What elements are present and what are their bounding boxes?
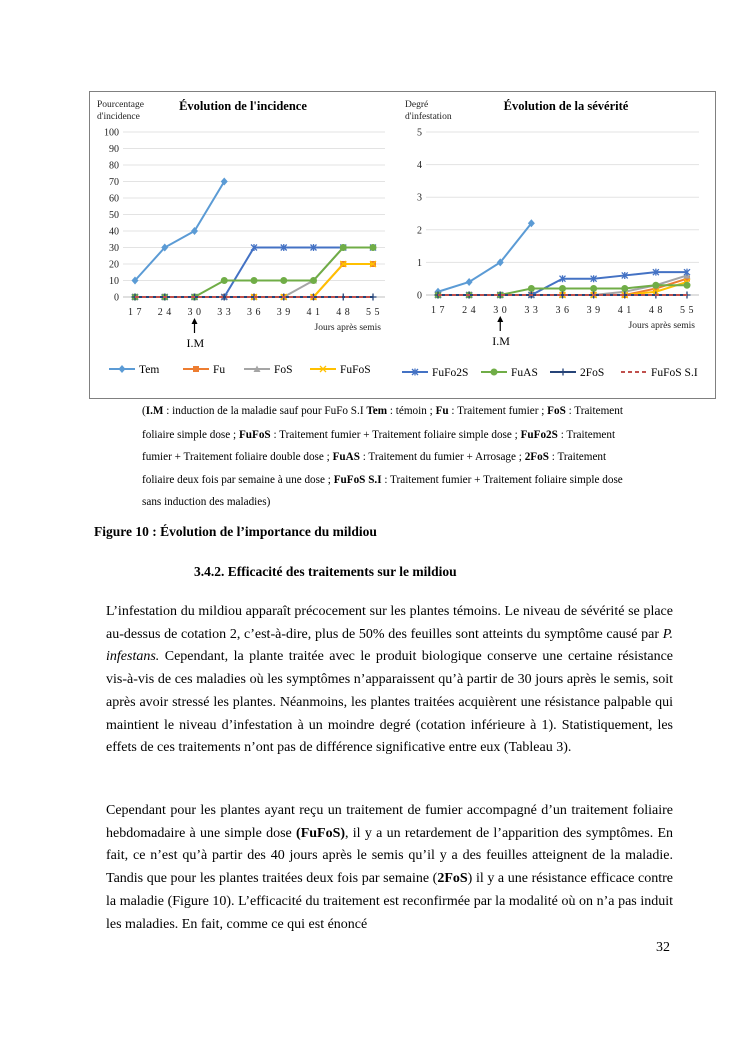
series-line: [135, 248, 373, 298]
legend-label: FuFoS S.I: [651, 367, 698, 379]
x-tick-label: 3 9: [276, 307, 291, 318]
caption-line-4: [142, 474, 623, 486]
text-run: Cependant, la plante traitée avec le produit biologique conserve une certaine résistance vis-à-vis de ces maladies où les symptômes n’apparaissent qu’à partir de 30 jours après le semis, soit après avoir stressé les plantes. Néanmoins, les plantes traitées acquièrent une résistance palpable qui maintient le niveau d’infestation à un moindre degré (cotation inférieure à 1). Statistiquement, les effets de ces traitements n’ont pas de différence significative entre eux (Tableau 3).: [106, 649, 673, 756]
y-tick-label: 80: [109, 160, 119, 172]
y-tick-label: 1: [417, 257, 422, 269]
text-run: sans induction des maladies): [142, 496, 271, 508]
figure-svg: [89, 91, 716, 399]
text-run: FuFoS S.I: [333, 474, 382, 486]
section-title: 3.4.2. Efficacité des traitements sur le mildiou: [194, 564, 457, 579]
x-tick-label: 4 8: [648, 305, 663, 316]
figure-title: Figure 10 : Évolution de l’importance du mildiou: [94, 524, 377, 539]
legend-item-tem: [109, 364, 159, 376]
legend-label: FuAS: [511, 367, 538, 379]
page-number: 32: [656, 940, 670, 955]
text-run: : Traitement: [557, 429, 616, 441]
figure-10: [89, 91, 716, 399]
y-tick-label: 20: [109, 259, 119, 271]
y-tick-label: 70: [109, 177, 119, 188]
y-tick-label: 10: [109, 276, 119, 287]
legend-swatch-marker: [119, 365, 126, 373]
y-tick-label: 2: [417, 225, 422, 237]
text-run: 2FoS: [524, 451, 549, 463]
chart-title: Évolution de l'incidence: [179, 99, 307, 113]
y-axis-label-line-2: d'infestation: [405, 112, 452, 122]
legend-item-fu: [183, 364, 225, 376]
x-tick-label: 1 7: [431, 305, 445, 316]
text-run: FuAS: [332, 451, 360, 463]
data-point: [559, 285, 566, 292]
x-tick-label: 3 6: [555, 305, 570, 316]
data-point: [652, 282, 659, 289]
x-tick-label: 3 6: [247, 307, 261, 318]
y-axis-label-line-1: Pourcentage: [97, 100, 144, 110]
legend-swatch-marker: [491, 369, 498, 376]
text-run: Fu: [435, 405, 449, 417]
x-tick-label: 4 1: [306, 307, 321, 318]
x-tick-label: 2 4: [462, 305, 477, 316]
severity-chart: [405, 99, 699, 348]
x-axis-label: Jours après semis: [314, 323, 381, 333]
y-tick-label: 30: [109, 243, 119, 254]
text-run: fumier + Traitement foliaire double dose ;: [142, 451, 333, 463]
text-run: : Traitement du fumier + Arrosage ;: [359, 451, 525, 463]
legend-item-fufos: [310, 364, 371, 376]
data-point: [466, 278, 473, 286]
y-tick-label: 5: [417, 127, 422, 139]
text-run: 2FoS: [437, 871, 468, 887]
y-tick-label: 100: [104, 127, 119, 139]
text-run: Cependant pour les plantes ayant reçu un traitement de fumier accompagné d’un traitement foliaire hebdomadaire à une simple dose: [106, 803, 673, 841]
y-tick-label: 3: [417, 192, 422, 204]
legend-label: Fu: [213, 364, 226, 376]
data-point: [370, 244, 377, 251]
text-run: FuFo2S: [520, 429, 558, 441]
legend-item-2fos: [550, 367, 604, 379]
y-tick-label: 40: [109, 226, 119, 238]
caption-line-3: [142, 451, 606, 463]
data-point: [340, 244, 347, 251]
text-run: (FuFoS): [296, 825, 346, 841]
legend-item-fufo2s: [402, 367, 468, 379]
y-tick-label: 4: [417, 160, 422, 172]
x-tick-label: 5 5: [680, 305, 694, 316]
paragraph-1: [106, 601, 673, 760]
data-point: [310, 277, 317, 284]
data-point: [370, 294, 377, 301]
text-run: : Traitement: [565, 405, 623, 417]
series-fuas: [132, 244, 377, 301]
x-tick-label: 3 9: [586, 305, 601, 316]
legend-item-fufos-s-i: [621, 367, 698, 379]
legend-item-fuas: [481, 367, 538, 379]
text-run: (: [142, 405, 146, 417]
figure-border: [90, 92, 716, 399]
annotation-arrowhead: [192, 318, 198, 324]
y-tick-label: 60: [109, 193, 119, 205]
text-run: P. infestans.: [106, 626, 673, 665]
legend-label: FuFo2S: [432, 367, 469, 379]
legend-label: FoS: [274, 364, 293, 376]
incidence-chart: [97, 99, 385, 350]
x-tick-label: 5 5: [366, 307, 380, 318]
y-tick-label: 0: [114, 292, 119, 304]
legend-label: 2FoS: [580, 367, 605, 379]
caption-line-2: [142, 429, 615, 441]
legend-item-fos: [244, 364, 293, 376]
text-run: ) il y a une résistance efficace contre la maladie (Figure 10). L’efficacité du traitement est reconfirmée par la modalité où on n’a pas induit les maladies. En fait, comme ce qui est énoncé: [106, 871, 673, 932]
x-tick-label: 3 3: [524, 305, 539, 316]
legend-swatch-marker: [193, 366, 199, 372]
legend-label: Tem: [139, 364, 160, 376]
chart-title: Évolution de la sévérité: [503, 99, 629, 113]
x-tick-label: 3 0: [187, 307, 202, 318]
paragraph-2: [106, 800, 673, 936]
text-run: Tem: [366, 405, 388, 417]
data-point: [251, 277, 258, 284]
x-tick-label: 2 4: [157, 307, 172, 318]
text-run: FoS: [547, 405, 566, 417]
data-point: [221, 277, 228, 284]
legend-swatch-marker: [560, 369, 567, 376]
text-run: : Traitement: [548, 451, 607, 463]
data-point: [590, 285, 597, 292]
incidence-legend: [109, 364, 371, 376]
y-tick-label: 50: [109, 210, 119, 221]
data-point: [528, 285, 535, 292]
x-axis-label: Jours après semis: [628, 321, 695, 331]
text-run: foliaire deux fois par semaine à une dose ;: [142, 474, 334, 486]
data-point: [684, 282, 691, 289]
text-run: I.M: [145, 405, 164, 417]
caption-line-1: [142, 405, 623, 417]
caption-line-5: [142, 496, 270, 508]
text-run: : induction de la maladie sauf pour FuFo S.I: [163, 405, 367, 417]
annotation-label: I.M: [186, 336, 205, 350]
annotation-arrowhead: [497, 316, 503, 322]
text-run: : Traitement fumier + Traitement foliaire simple dose: [381, 474, 623, 486]
x-tick-label: 4 1: [617, 305, 632, 316]
x-tick-label: 4 8: [336, 307, 351, 318]
text-run: : Traitement fumier ;: [448, 405, 548, 417]
data-point: [621, 285, 628, 292]
text-run: L’infestation du mildiou apparaît précocement sur les plantes témoins. Le niveau de sévérité se place au-dessus de cotation 2, c’est-à-dire, plus de 50% des feuilles sont atteints du symptôme causé par: [106, 604, 673, 642]
series-line: [438, 223, 531, 291]
x-tick-label: 1 7: [128, 307, 142, 318]
severity-legend: [402, 367, 698, 379]
legend-label: FuFoS: [340, 364, 371, 376]
y-tick-label: 90: [109, 144, 119, 155]
text-run: : témoin ;: [387, 405, 436, 417]
series-tem: [435, 219, 535, 295]
x-tick-label: 3 3: [217, 307, 232, 318]
y-axis-label-line-2: d'incidence: [97, 112, 140, 122]
annotation-label: I.M: [492, 334, 510, 348]
text-run: foliaire simple dose ;: [142, 429, 239, 441]
y-tick-label: 0: [417, 290, 422, 302]
x-tick-label: 3 0: [493, 305, 508, 316]
text-run: FuFoS: [238, 429, 271, 441]
data-point: [280, 277, 287, 284]
text-run: , il y a un retardement de l’apparition des symptômes. En fait, ce n’est qu’à partir des 40 jours après le semis qu’il y a des feuilles atteignent de la maladie. Tandis que pour les plantes traitées deux fois par semaine (: [106, 825, 674, 887]
text-run: : Traitement fumier + Traitement foliaire simple dose ;: [270, 429, 521, 441]
y-axis-label-line-1: Degré: [405, 100, 429, 110]
